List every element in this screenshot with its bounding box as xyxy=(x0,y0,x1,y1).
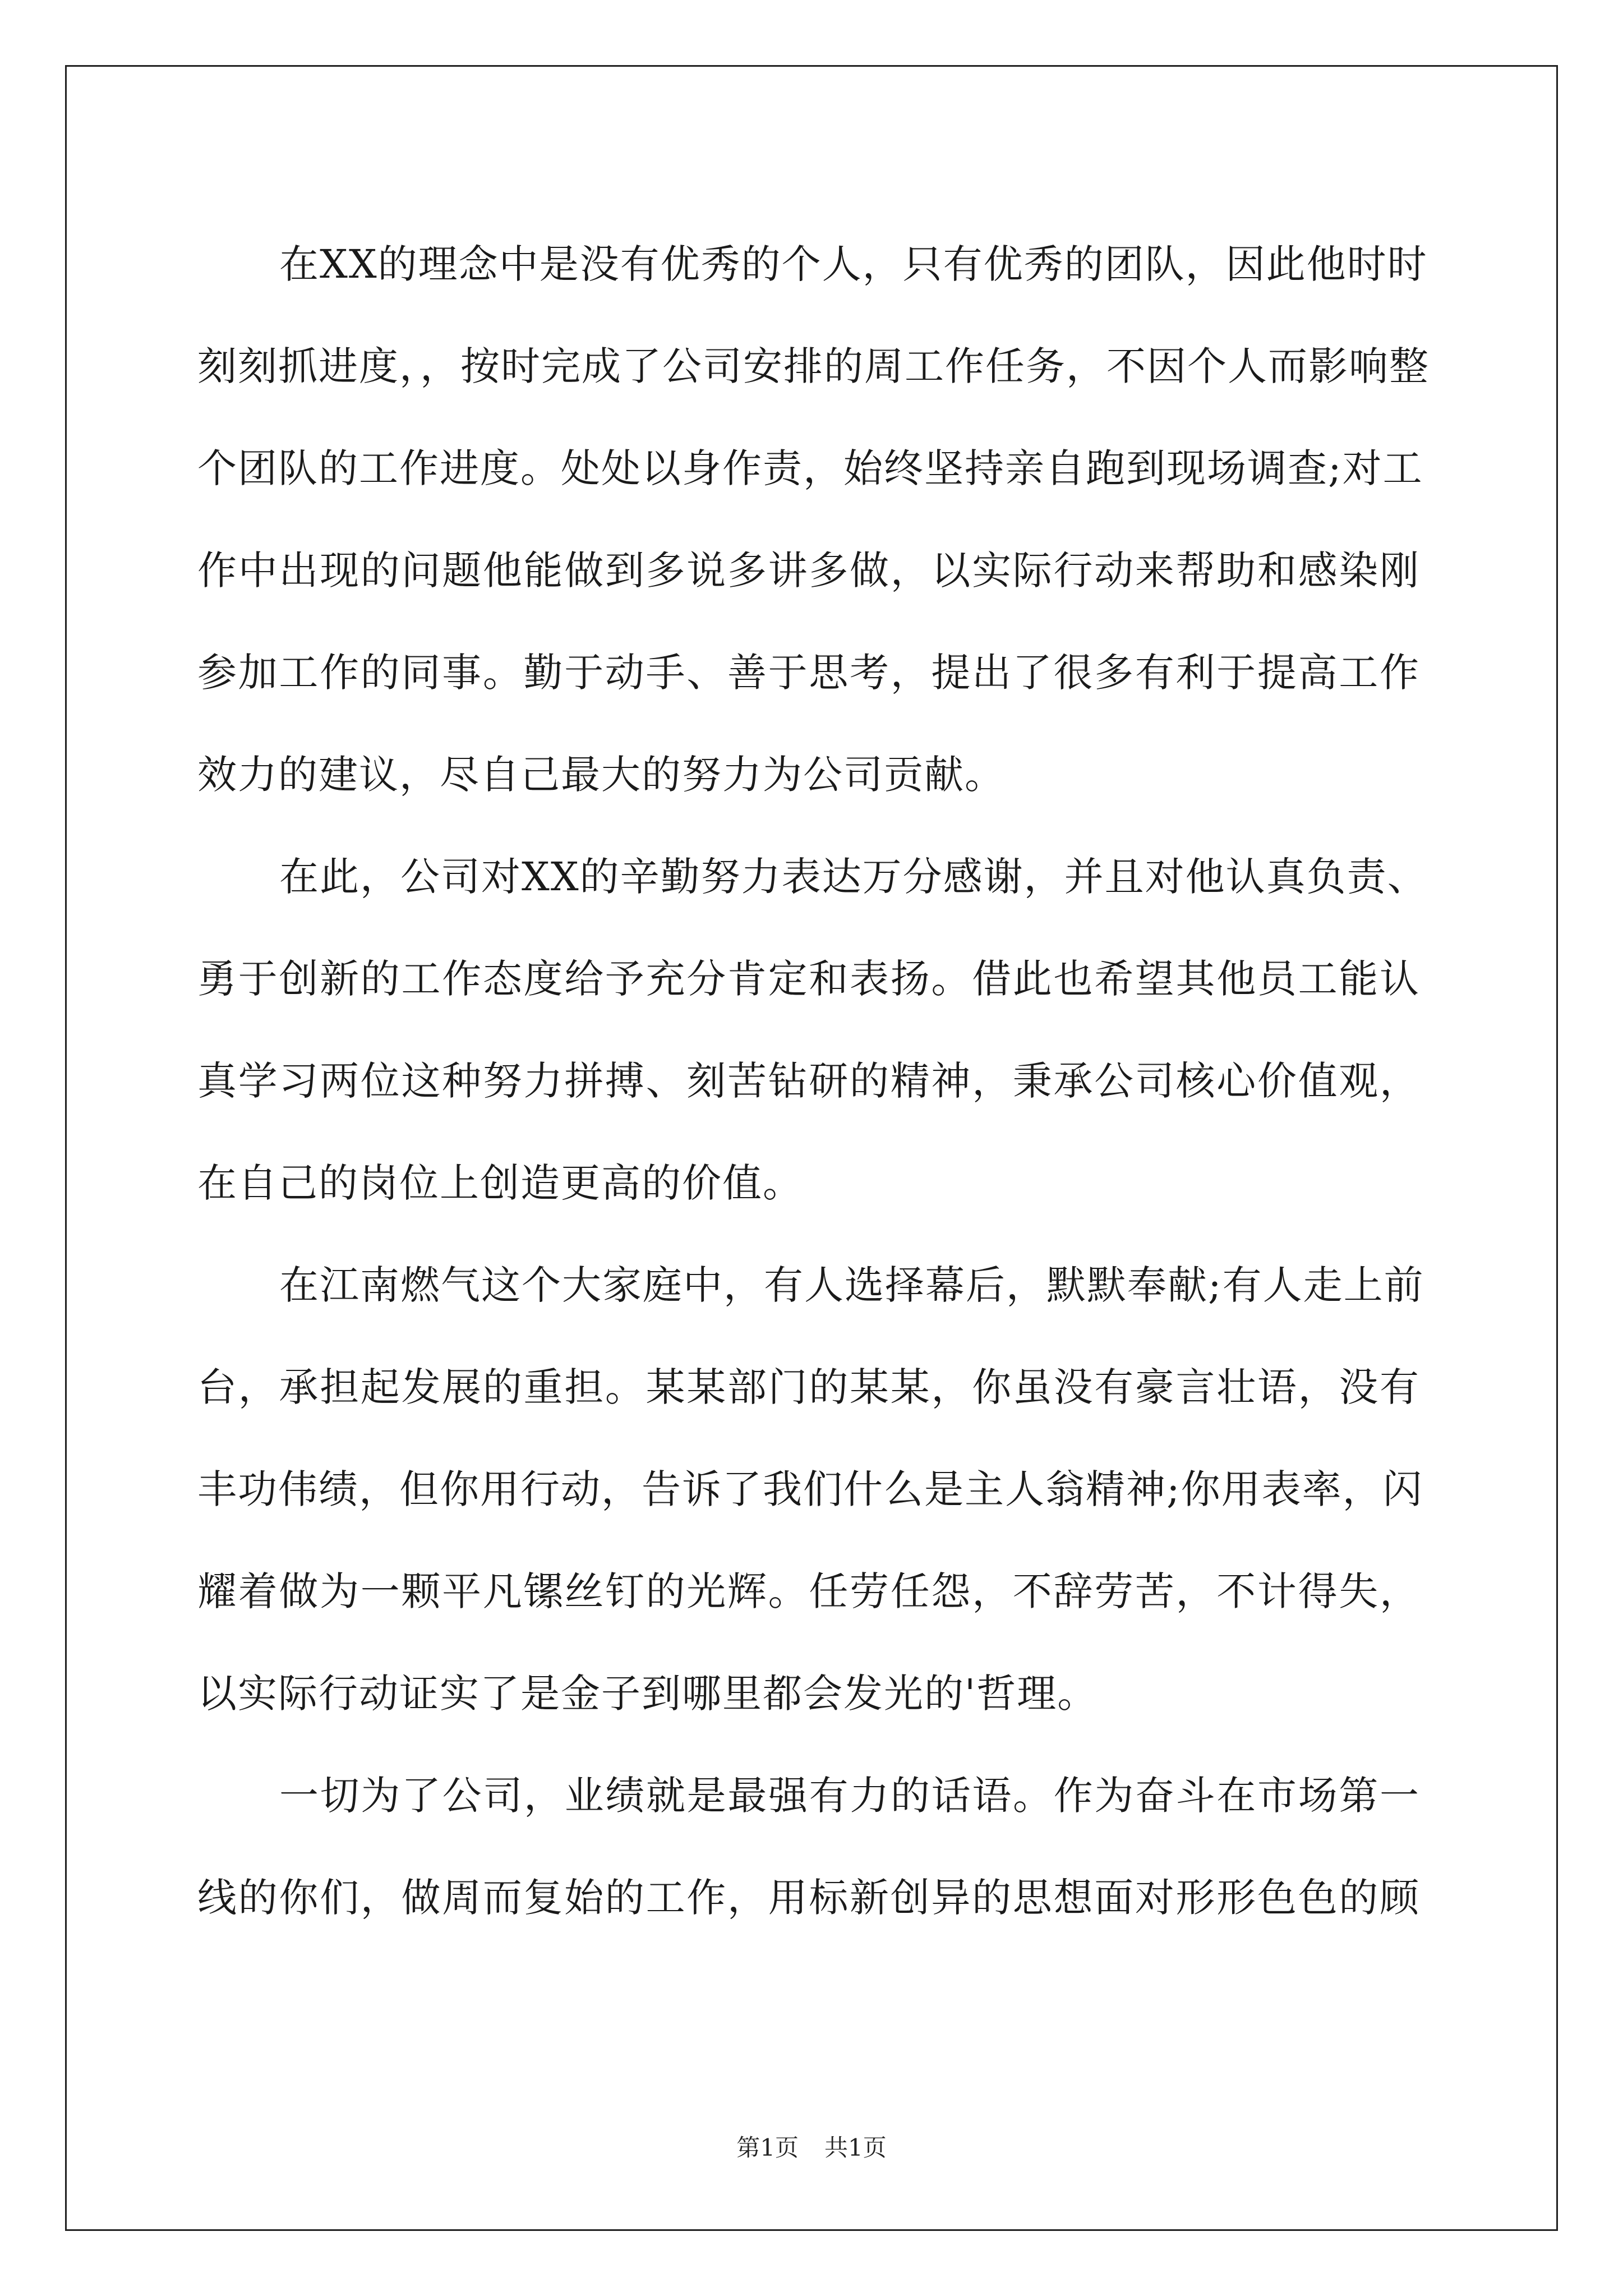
paragraph-3-line-3: 丰功伟绩，但你用行动，告诉了我们什么是主人翁精神;你用表率，闪 xyxy=(197,1466,1423,1512)
paragraph-1-line-6: 效力的建议，尽自己最大的努力为公司贡献。 xyxy=(197,752,1005,798)
page-number-total: 共1页 xyxy=(824,2134,887,2161)
paragraph-1-line-5: 参加工作的同事。勤于动手、善于思考，提出了很多有利于提高工作 xyxy=(197,650,1420,696)
paragraph-1-line-3: 个团队的工作进度。处处以身作责，始终坚持亲自跑到现场调查;对工 xyxy=(197,445,1423,491)
paragraph-2-line-2: 勇于创新的工作态度给予充分肯定和表扬。借此也希望其他员工能认 xyxy=(197,956,1420,1002)
paragraph-2-line-4: 在自己的岗位上创造更高的价值。 xyxy=(197,1160,803,1206)
page-number-current: 第1页 xyxy=(736,2134,799,2161)
paragraph-2-line-1: 在此，公司对XX的辛勤努力表达万分感谢，并且对他认真负责、 xyxy=(279,854,1428,900)
paragraph-1-line-2: 刻刻抓进度，，按时完成了公司安排的周工作任务，不因个人而影响整 xyxy=(197,343,1430,389)
paragraph-4-line-2: 线的你们，做周而复始的工作，用标新创异的思想面对形形色色的顾 xyxy=(197,1875,1420,1921)
paragraph-1-line-4: 作中出现的问题他能做到多说多讲多做，以实际行动来帮助和感染刚 xyxy=(197,547,1420,593)
paragraph-2-line-3: 真学习两位这种努力拼搏、刻苦钻研的精神，秉承公司核心价值观， xyxy=(197,1058,1420,1104)
paragraph-3-line-2: 台，承担起发展的重担。某某部门的某某，你虽没有豪言壮语，没有 xyxy=(197,1364,1420,1410)
paragraph-1-line-1: 在XX的理念中是没有优秀的个人，只有优秀的团队，因此他时时 xyxy=(279,241,1428,287)
document-body xyxy=(197,213,1430,1949)
paragraph-4-line-1: 一切为了公司，业绩就是最强有力的话语。作为奋斗在市场第一 xyxy=(279,1773,1420,1819)
page-footer xyxy=(0,2129,1623,2163)
paragraph-3-line-1: 在江南燃气这个大家庭中，有人选择幕后，默默奉献;有人走上前 xyxy=(279,1262,1424,1308)
paragraph-3-line-4: 耀着做为一颗平凡镙丝钉的光辉。任劳任怨，不辞劳苦，不计得失， xyxy=(197,1568,1420,1614)
paragraph-3-line-5: 以实际行动证实了是金子到哪里都会发光的'哲理。 xyxy=(197,1671,1098,1717)
